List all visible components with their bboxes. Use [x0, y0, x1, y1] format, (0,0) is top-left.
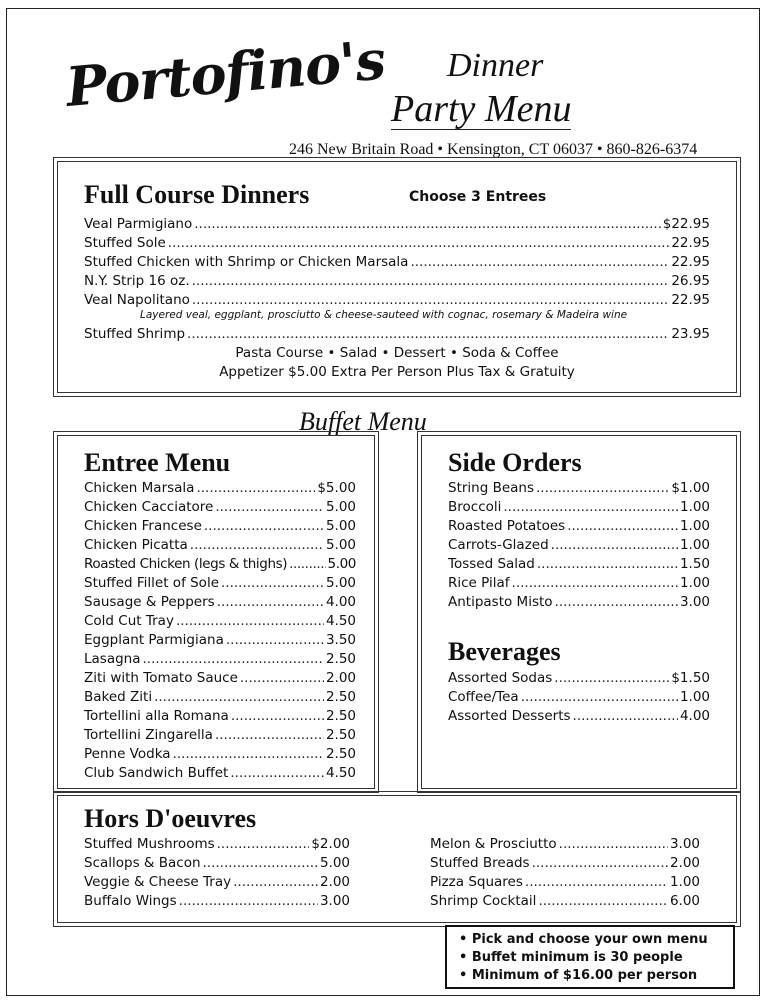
- list-item: Antipasto Misto ..... 3.00: [448, 594, 710, 610]
- entree-menu-section: [53, 431, 379, 793]
- napolitano-description: Layered veal, eggplant, prosciutto & cheese-sauteed with cognac, rosemary & Madeira wine: [140, 309, 628, 321]
- list-item: Stuffed Fillet of Sole ..... 5.00: [84, 575, 356, 591]
- menu-title-line1: Dinner: [447, 47, 544, 84]
- list-item: Roasted Chicken (legs & thighs) ..... 5.00: [84, 556, 356, 572]
- side-orders-title: Side Orders: [448, 448, 582, 477]
- full-course-title: Full Course Dinners: [84, 180, 310, 209]
- notes-list: [459, 931, 708, 985]
- list-item: Baked Ziti ..... 2.50: [84, 689, 356, 705]
- menu-page: [6, 8, 760, 996]
- list-item: Buffalo Wings ..... 3.00: [84, 893, 350, 909]
- list-item: Assorted Sodas ..... $1.50: [448, 670, 710, 686]
- list-item: Stuffed Sole ..... 22.95: [84, 235, 710, 251]
- restaurant-logo: Portofino's: [63, 27, 388, 119]
- note-item: • Minimum of $16.00 per person: [459, 968, 698, 983]
- dinner-includes: Pasta Course • Salad • Dessert • Soda & Coffee: [235, 345, 559, 361]
- list-item: Assorted Desserts ..... 4.00: [448, 708, 710, 724]
- list-item: Tossed Salad ..... 1.50: [448, 556, 710, 572]
- list-item: Chicken Picatta ..... 5.00: [84, 537, 356, 553]
- list-item: String Beans ..... $1.00: [448, 480, 710, 496]
- beverages-title: Beverages: [448, 637, 561, 666]
- side-orders-section: [417, 431, 741, 793]
- notes-box: [445, 925, 735, 989]
- list-item: Club Sandwich Buffet ..... 4.50: [84, 765, 356, 781]
- list-item: Chicken Francese ..... 5.00: [84, 518, 356, 534]
- list-item: Penne Vodka ..... 2.50: [84, 746, 356, 762]
- appetizer-note: Appetizer $5.00 Extra Per Person Plus Tax & Gratuity: [219, 364, 575, 380]
- list-item: Coffee/Tea ..... 1.00: [448, 689, 710, 705]
- full-course-subtitle: Choose 3 Entrees: [409, 189, 547, 205]
- list-item: N.Y. Strip 16 oz. ..... 26.95: [84, 273, 710, 289]
- list-item: Stuffed Chicken with Shrimp or Chicken Marsala ..... 22.95: [84, 254, 710, 270]
- buffet-title: Buffet Menu: [299, 407, 427, 436]
- full-course-section: [53, 157, 741, 397]
- list-item: Melon & Prosciutto ..... 3.00: [430, 836, 700, 852]
- list-item: Eggplant Parmigiana ..... 3.50: [84, 632, 356, 648]
- list-item: Rice Pilaf ..... 1.00: [448, 575, 710, 591]
- list-item: Lasagna ..... 2.50: [84, 651, 356, 667]
- list-item: Chicken Cacciatore ..... 5.00: [84, 499, 356, 515]
- list-item: Stuffed Shrimp ..... 23.95: [84, 326, 710, 342]
- list-item: Stuffed Mushrooms ..... $2.00: [84, 836, 350, 852]
- entree-menu-title: Entree Menu: [84, 448, 231, 477]
- hors-doeuvres-title: Hors D'oeuvres: [84, 804, 257, 833]
- menu-title-line2: Party Menu: [391, 88, 572, 130]
- list-item: Chicken Marsala ..... $5.00: [84, 480, 356, 496]
- list-item: Veggie & Cheese Tray ..... 2.00: [84, 874, 350, 890]
- list-item: Shrimp Cocktail ..... 6.00: [430, 893, 700, 909]
- list-item: Stuffed Breads ..... 2.00: [430, 855, 700, 871]
- list-item: Cold Cut Tray ..... 4.50: [84, 613, 356, 629]
- note-item: • Pick and choose your own menu: [459, 932, 708, 947]
- list-item: Sausage & Peppers ..... 4.00: [84, 594, 356, 610]
- list-item: Carrots-Glazed ..... 1.00: [448, 537, 710, 553]
- list-item: Tortellini Zingarella ..... 2.50: [84, 727, 356, 743]
- list-item: Broccoli ..... 1.00: [448, 499, 710, 515]
- list-item: Tortellini alla Romana ..... 2.50: [84, 708, 356, 724]
- hors-doeuvres-section: [53, 791, 741, 927]
- restaurant-address: 246 New Britain Road • Kensington, CT 06037 • 860-826-6374: [289, 141, 698, 158]
- list-item: Pizza Squares ..... 1.00: [430, 874, 700, 890]
- list-item: Ziti with Tomato Sauce ..... 2.00: [84, 670, 356, 686]
- list-item: Scallops & Bacon ..... 5.00: [84, 855, 350, 871]
- list-item: Veal Parmigiano ..... $22.95: [84, 216, 710, 232]
- list-item: Veal Napolitano ..... 22.95: [84, 292, 710, 308]
- note-item: • Buffet minimum is 30 people: [459, 950, 683, 965]
- list-item: Roasted Potatoes ..... 1.00: [448, 518, 710, 534]
